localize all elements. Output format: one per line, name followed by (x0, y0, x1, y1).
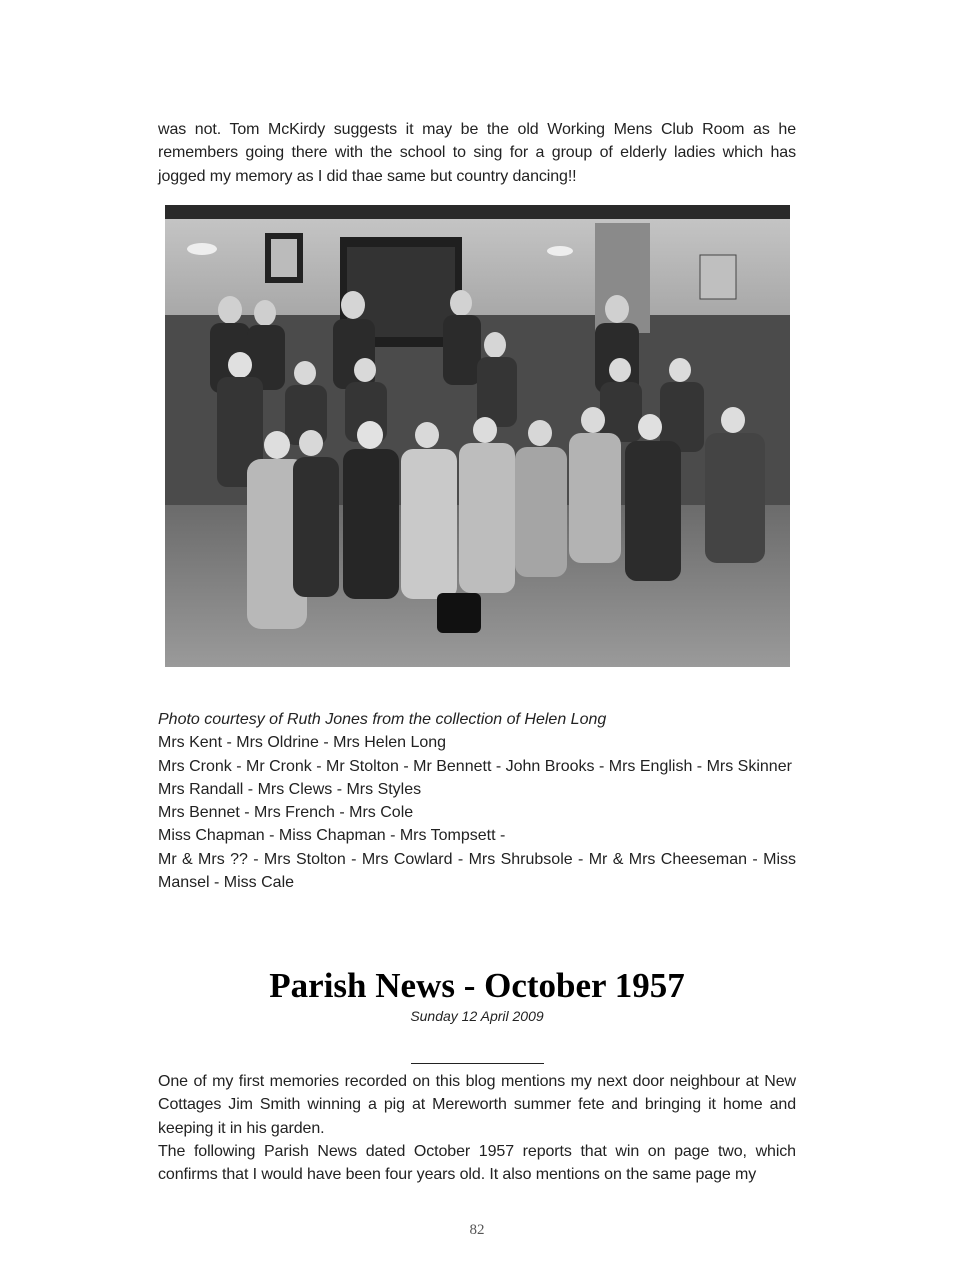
intro-paragraph: was not. Tom McKirdy suggests it may be the old Working Mens Club Room as he remembers going there with the school to sing for a group of elderly ladies which has jogged my memory as I did thae same but country dancing!! (158, 121, 796, 185)
article-body (158, 1070, 796, 1186)
photo-caption (158, 708, 796, 894)
divider (411, 1063, 544, 1064)
names-line: Mr & Mrs ?? - Mrs Stolton - Mrs Cowlard - Mrs Shrubsole - Mr & Mrs Cheeseman - Miss Mansel - Miss Cale (158, 850, 796, 892)
group-photo (165, 205, 790, 667)
photo-credit: Photo courtesy of Ruth Jones from the collection of Helen Long (158, 711, 607, 728)
page-number: 82 (469, 1222, 485, 1238)
names-line: Mrs Bennet - Mrs French - Mrs Cole (158, 804, 414, 822)
names-line: Miss Chapman - Miss Chapman - Mrs Tompsett - (158, 827, 506, 845)
article-title: Parish News - October 1957 (269, 966, 685, 1005)
article-date: Sunday 12 April 2009 (410, 1008, 544, 1024)
names-line: Mrs Cronk - Mr Cronk - Mr Stolton - Mr Bennett - John Brooks - Mrs English - Mrs Skinner (158, 757, 792, 775)
names-line: Mrs Kent - Mrs Oldrine - Mrs Helen Long (158, 734, 447, 752)
names-line: Mrs Randall - Mrs Clews - Mrs Styles (158, 780, 422, 798)
article-paragraph: One of my first memories recorded on this blog mentions my next door neighbour at New Cottages Jim Smith winning a pig at Mereworth summer fete and bringing it home and keeping it in his garden. (158, 1073, 796, 1137)
article-paragraph: The following Parish News dated October 1957 reports that win on page two, which confirms that I would have been four years old. It also mentions on the same page my (158, 1142, 796, 1184)
